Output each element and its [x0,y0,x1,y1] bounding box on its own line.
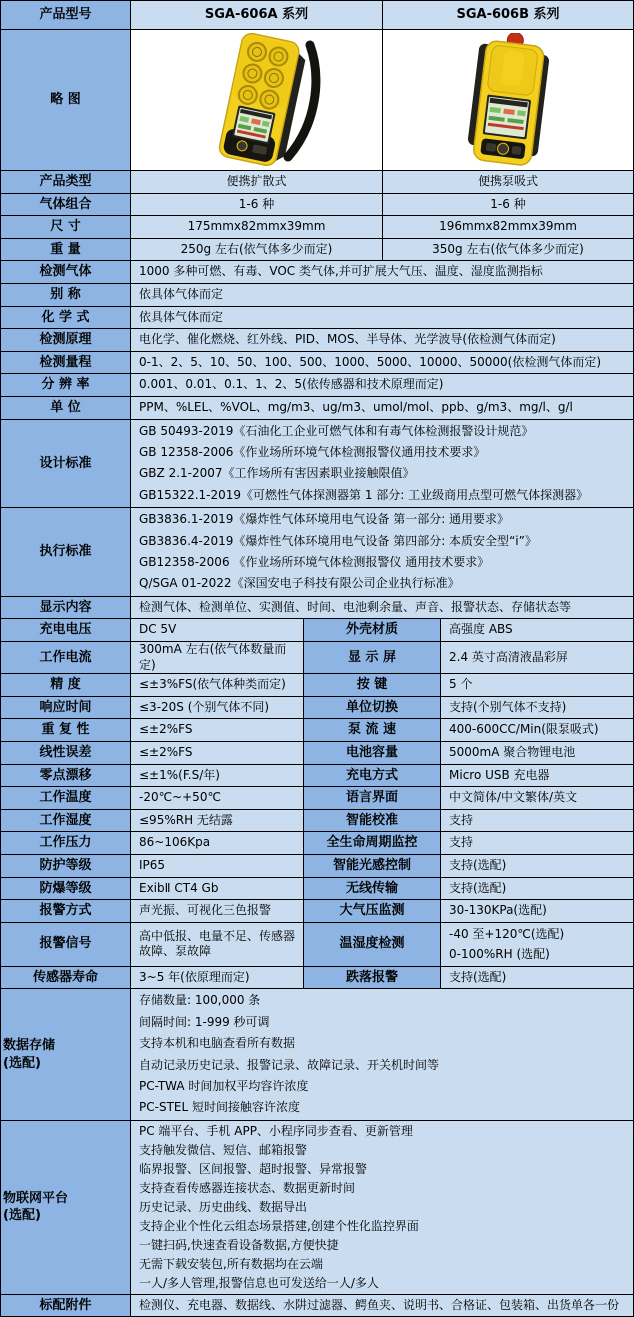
row-label: 报警方式 [1,900,131,922]
row-value-1: ≤±3%FS(依气体种类而定) [131,674,304,696]
text-line: 临界报警、区间报警、超时报警、异常报警 [139,1161,368,1176]
text-line: GB 12358-2006《作业场所环境气体检测报警仪通用技术要求》 [139,444,486,459]
table-row [1,967,633,990]
row-label-2: 大气压监测 [304,900,441,922]
row-value-2: 支持(选配) [441,855,633,877]
row-label: 工作温度 [1,787,131,809]
text-line: 一人/多人管理,报警信息也可发送给一人/多人 [139,1275,379,1290]
row-label: 防爆等级 [1,878,131,900]
row-value-2: Micro USB 充电器 [441,765,633,787]
text-line: 物联网平台 [3,1190,69,1206]
row-label [1,989,131,1119]
row-label: 重 量 [1,239,131,261]
row-label: 线性误差 [1,742,131,764]
row-label-2: 泵 流 速 [304,719,441,741]
row-label: 设计标准 [1,420,131,508]
row-value-1: 86~106Kpa [131,832,304,854]
row-value-b: 196mmx82mmx39mm [383,216,633,238]
table-row [1,171,633,194]
row-value-2: 2.4 英寸高清液晶彩屏 [441,642,633,673]
table-row [1,329,633,352]
row-label-2: 跌落报警 [304,967,441,989]
row-value-2: 30-130KPa(选配) [441,900,633,922]
text-line: 历史记录、历史曲线、数据导出 [139,1199,308,1214]
table-row [1,508,633,597]
row-value: 依具体气体而定 [131,307,633,329]
text-line: GBZ 2.1-2007《工作场所有害因素职业接触限值》 [139,466,415,481]
table-row [1,1121,633,1295]
row-value-1: IP65 [131,855,304,877]
row-value-1: ≤±2%FS [131,719,304,741]
table-row [1,216,633,239]
text-line: 0-100%RH (选配) [449,947,550,962]
row-value-a: 便携扩散式 [131,171,383,193]
row-value-2: 支持 [441,810,633,832]
text-line: 间隔时间: 1-999 秒可调 [139,1014,270,1029]
table-row [1,878,633,901]
table-row [1,352,633,375]
text-line: 无需下载安装包,所有数据均在云端 [139,1256,323,1271]
row-label: 检测气体 [1,261,131,283]
row-value: 依具体气体而定 [131,284,633,306]
row-value-2: 中文简体/中文繁体/英文 [441,787,633,809]
table-row [1,742,633,765]
table-row [1,832,633,855]
text-line: -40 至+120℃(选配) [449,927,565,942]
text-line: PC-STEL 短时间接触容许浓度 [139,1100,300,1115]
row-value: 电化学、催化燃烧、红外线、PID、MOS、半导体、光学波导(依检测气体而定) [131,329,633,351]
text-line: 数据存储 [3,1037,56,1053]
table-row [1,194,633,217]
table-row [1,719,633,742]
device-b-image-cell [383,30,633,170]
row-value-1: ≤3-20S (个别气体不同) [131,697,304,719]
table-row [1,697,633,720]
row-label: 报警信号 [1,923,131,966]
row-label-2: 显 示 屏 [304,642,441,673]
text-line: GB3836.1-2019《爆炸性气体环境用电气设备 第一部分: 通用要求》 [139,512,510,527]
row-value-1: 300mA 左右(依气体数量而定) [131,642,304,673]
row-value [131,989,633,1119]
text-line: GB15322.1-2019《可燃性气体探测器第 1 部分: 工业级商用点型可燃气体探测器》 [139,487,589,502]
row-value-2: 支持(选配) [441,967,633,989]
table-header-row [1,1,633,30]
row-value: 1000 多种可燃、有毒、VOC 类气体,并可扩展大气压、温度、湿度监测指标 [131,261,633,283]
text-line: Q/SGA 01-2022《深国安电子科技有限公司企业执行标准》 [139,576,460,591]
text-line: 支持触发微信、短信、邮箱报警 [139,1142,308,1157]
row-label: 产品类型 [1,171,131,193]
row-value-1: 高中低报、电量不足、传感器故障、泵故障 [131,923,304,966]
row-value-2: 5000mA 聚合物锂电池 [441,742,633,764]
text-line: 存储数量: 100,000 条 [139,993,261,1008]
row-value [131,1121,633,1294]
table-row [1,923,633,967]
row-label-2: 智能光感控制 [304,855,441,877]
device-a-image-cell [131,30,383,170]
row-label-2: 按 键 [304,674,441,696]
row-label-2: 单位切换 [304,697,441,719]
row-label-2: 无线传输 [304,878,441,900]
text-line: (选配) [3,1055,41,1071]
row-label: 响应时间 [1,697,131,719]
row-label: 工作湿度 [1,810,131,832]
text-line: 一键扫码,快速查看设备数据,方便快捷 [139,1237,339,1252]
text-line: PC 端平台、手机 APP、小程序同步查看、更新管理 [139,1123,413,1138]
table-row [1,674,633,697]
table-row [1,597,633,620]
text-line: 支持企业个性化云组态场景搭建,创建个性化监控界面 [139,1218,419,1233]
row-label: 充电电压 [1,619,131,641]
table-row [1,787,633,810]
row-label-2: 智能校准 [304,810,441,832]
row-label: 略 图 [1,30,131,170]
row-label: 精 度 [1,674,131,696]
table-row [1,765,633,788]
device-b-illustration [395,33,621,167]
row-value: 检测气体、检测单位、实测值、时间、电池剩余量、声音、报警状态、存储状态等 [131,597,633,619]
text-line: (选配) [3,1208,41,1224]
row-label: 零点漂移 [1,765,131,787]
row-value [131,420,633,508]
row-value-2: 高强度 ABS [441,619,633,641]
row-value-a: 175mmx82mmx39mm [131,216,383,238]
row-value-2: 400-600CC/Min(限泵吸式) [441,719,633,741]
row-label: 单 位 [1,397,131,419]
row-value-1: -20℃~+50℃ [131,787,304,809]
row-label [1,1121,131,1294]
row-label-2: 语言界面 [304,787,441,809]
row-label: 显示内容 [1,597,131,619]
row-label-2: 充电方式 [304,765,441,787]
row-label: 化 学 式 [1,307,131,329]
row-value: 0.001、0.01、0.1、1、2、5(依传感器和技术原理而定) [131,374,633,396]
row-label: 分 辨 率 [1,374,131,396]
row-value: 0-1、2、5、10、50、100、500、1000、5000、10000、50000(依检测气体而定) [131,352,633,374]
table-row [1,900,633,923]
text-line: GB3836.4-2019《爆炸性气体环境用电气设备 第四部分: 本质安全型“i”》 [139,533,537,548]
row-label: 工作压力 [1,832,131,854]
table-row [1,420,633,509]
header-series-b: SGA-606B 系列 [383,1,633,29]
table-row [1,307,633,330]
row-label: 防护等级 [1,855,131,877]
row-value-2: 支持(选配) [441,878,633,900]
row-label: 传感器寿命 [1,967,131,989]
row-value-2: 5 个 [441,674,633,696]
row-value-1: 3~5 年(依原理而定) [131,967,304,989]
device-a-illustration [144,33,370,167]
table-row [1,374,633,397]
row-label: 标配附件 [1,1295,131,1317]
row-value-2: 支持 [441,832,633,854]
row-label: 别 称 [1,284,131,306]
row-label: 工作电流 [1,642,131,673]
row-label: 检测量程 [1,352,131,374]
row-label-2: 温湿度检测 [304,923,441,966]
row-value-1: 声光振、可视化三色报警 [131,900,304,922]
text-line: GB 50493-2019《石油化工企业可燃气体和有毒气体检测报警设计规范》 [139,423,534,438]
row-value: 检测仪、充电器、数据线、水阱过滤器、鳄鱼夹、说明书、合格证、包装箱、出货单各一份 [131,1295,633,1317]
row-label: 气体组合 [1,194,131,216]
text-line: PC-TWA 时间加权平均容许浓度 [139,1078,309,1093]
table-row [1,397,633,420]
row-value-1: ≤95%RH 无结露 [131,810,304,832]
table-row [1,239,633,262]
row-value [131,508,633,596]
row-value-1: ≤±1%(F.S/年) [131,765,304,787]
row-value-2 [441,923,633,966]
table-row [1,284,633,307]
row-value-2: 支持(个别气体不支持) [441,697,633,719]
header-series-a: SGA-606A 系列 [131,1,383,29]
row-label: 尺 寸 [1,216,131,238]
row-label: 重 复 性 [1,719,131,741]
text-line: 支持本机和电脑查看所有数据 [139,1036,296,1051]
table-row [1,619,633,642]
row-value-1: ExibⅡ CT4 Gb [131,878,304,900]
row-value: PPM、%LEL、%VOL、mg/m3、ug/m3、umol/mol、ppb、g/m3、mg/l、g/l [131,397,633,419]
row-label-2: 全生命周期监控 [304,832,441,854]
row-value-1: DC 5V [131,619,304,641]
row-label-2: 外壳材质 [304,619,441,641]
table-row [1,30,633,171]
row-value-a: 250g 左右(依气体多少而定) [131,239,383,261]
row-value-1: ≤±2%FS [131,742,304,764]
table-row [1,989,633,1120]
row-value-a: 1-6 种 [131,194,383,216]
row-label: 执行标准 [1,508,131,596]
row-value-b: 便携泵吸式 [383,171,633,193]
table-row [1,642,633,674]
table-row [1,1295,633,1317]
table-row [1,261,633,284]
row-value-b: 1-6 种 [383,194,633,216]
table-row [1,810,633,833]
text-line: 自动记录历史记录、报警记录、故障记录、开关机时间等 [139,1057,440,1072]
table-row [1,855,633,878]
row-value-b: 350g 左右(依气体多少而定) [383,239,633,261]
row-label: 检测原理 [1,329,131,351]
text-line: GB12358-2006 《作业场所环境气体检测报警仪 通用技术要求》 [139,554,490,569]
text-line: 支持查看传感器连接状态、数据更新时间 [139,1180,356,1195]
header-product-model-label: 产品型号 [1,1,131,29]
row-label-2: 电池容量 [304,742,441,764]
